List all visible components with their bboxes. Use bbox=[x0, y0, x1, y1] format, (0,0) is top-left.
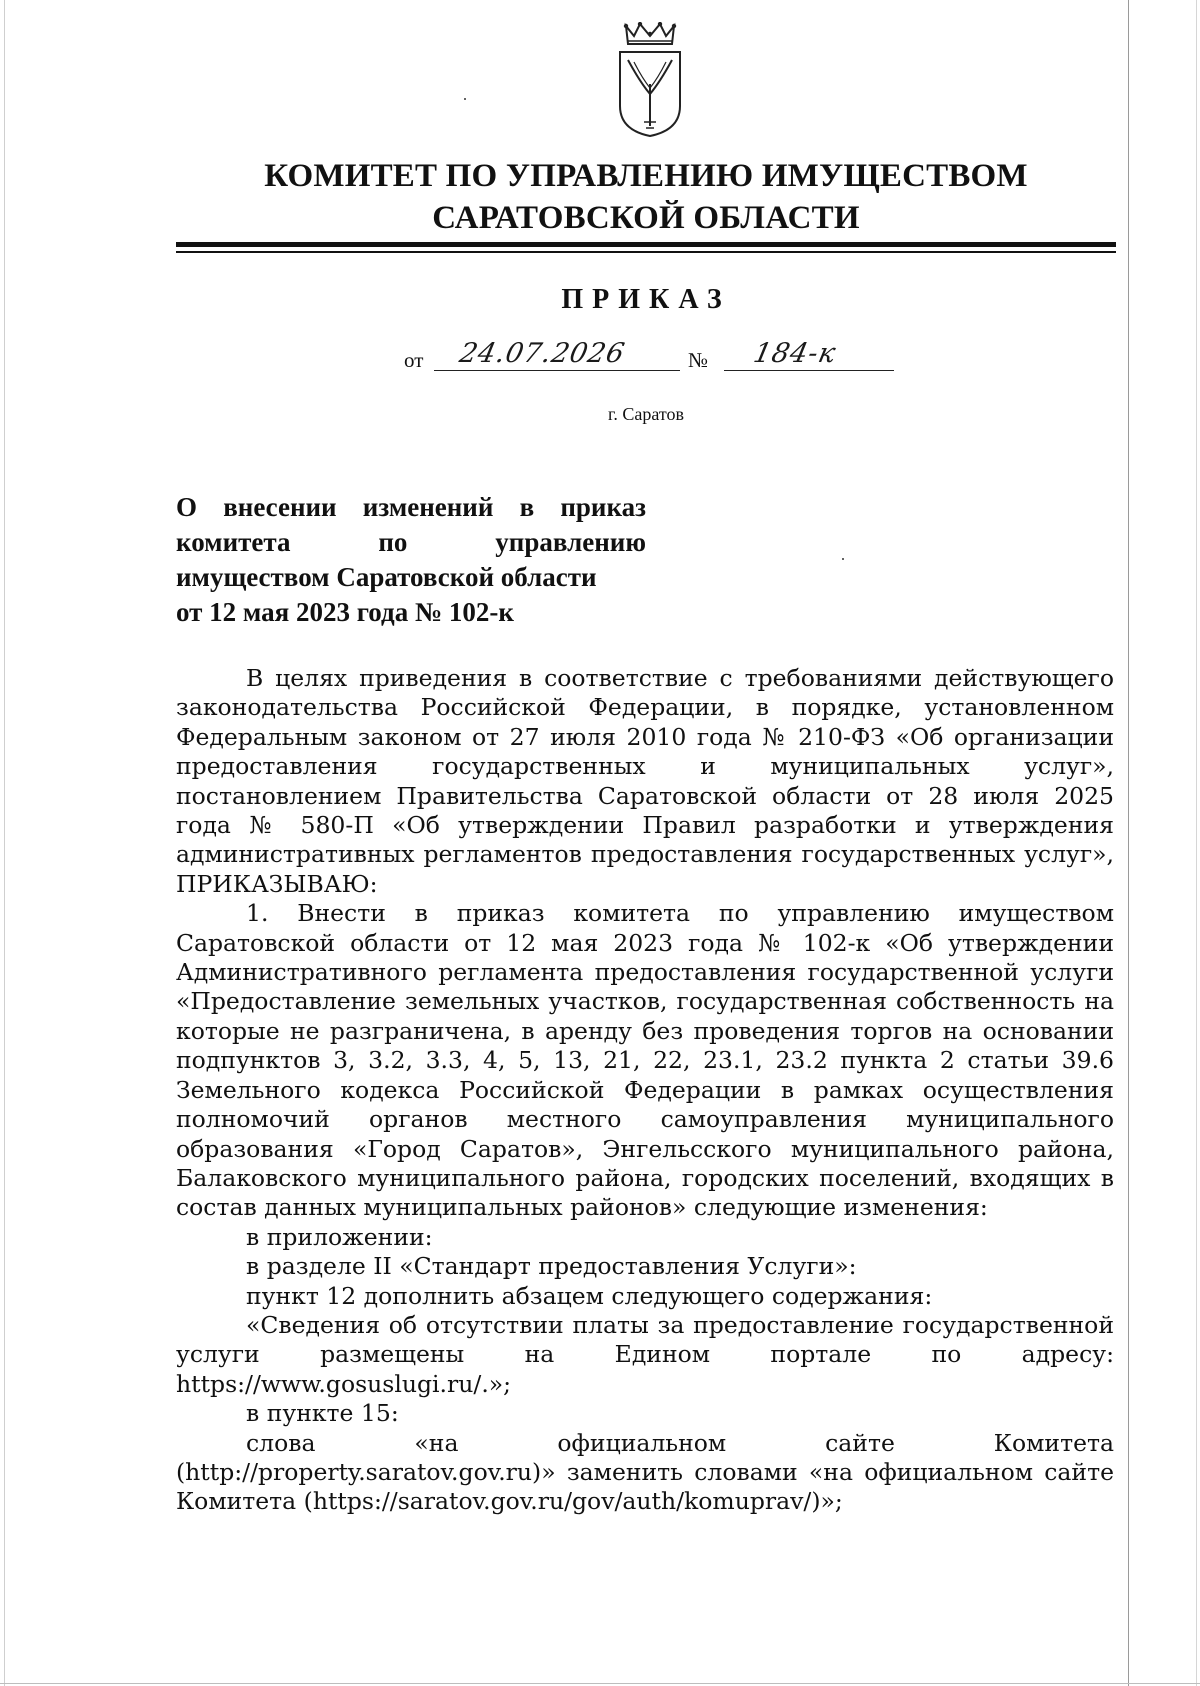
agency-name-line1: КОМИТЕТ ПО УПРАВЛЕНИЮ ИМУЩЕСТВОМ bbox=[264, 158, 1028, 194]
body-paragraph: в разделе II «Стандарт предоставления Услуги»: bbox=[246, 1252, 857, 1281]
subject-line-4: от 12 мая 2023 года № 102-к bbox=[176, 597, 514, 627]
scan-edge-far-right bbox=[1196, 0, 1197, 1686]
body-paragraph: слова «на официальном сайте Комитета (http://property.saratov.gov.ru)» заменить словами «на официальном сайте Комитета (https://saratov.gov.ru/gov/auth/komuprav/)»; bbox=[176, 1428, 1114, 1516]
handwritten-number: 184-к bbox=[750, 338, 840, 369]
header-rule-thin bbox=[176, 251, 1116, 253]
date-label: от bbox=[404, 348, 424, 372]
date-field bbox=[434, 340, 680, 371]
header-rule-thick bbox=[176, 242, 1116, 247]
body-paragraph: в пункте 15: bbox=[246, 1399, 399, 1428]
body-paragraph: в приложении: bbox=[246, 1222, 433, 1251]
number-field bbox=[724, 340, 894, 371]
body-paragraph: 1. Внести в приказ комитета по управлению имуществом Саратовской области от 12 мая 2023 года № 102-к «Об утверждении Административного регламента предоставления государственной услуги «Предоставление земельных участков, государственная собственность на которые не разграничена, в аренду без проведения торгов на основании подпунктов 3, 3.2, 3.3, 4, 5, 13, 21, 22, 23.1, 23.2 пункта 2 статьи 39.6 Земельного кодекса Российской Федерации в рамках осуществления полномочий органов местного самоуправления муниципального образования «Город Саратов», Энгельсского муниципального района, Балаковского муниципального района, городских поселений, входящих в состав данных муниципальных районов» следующие изменения: bbox=[176, 899, 1114, 1222]
body-paragraph: В целях приведения в соответствие с требованиями действующего законодательства Российской Федерации, в порядке, установленном Федеральным законом от 27 июля 2010 года № 210-ФЗ «Об организации предоставления государственных и муниципальных услуг», постановлением Правительства Саратовской области от 28 июля 2025 года № 580-П «Об утверждении Правил разработки и утверждения административных регламентов предоставления государственных услуг», ПРИКАЗЫВАЮ: bbox=[176, 664, 1114, 898]
body-paragraph: «Сведения об отсутствии платы за предоставление государственной услуги размещены на Едином портале по адресу: https://www.gosuslugi.ru/.»; bbox=[176, 1310, 1114, 1398]
subject-line-2: комитета по управлению bbox=[176, 527, 646, 557]
document-type-title: ПРИКАЗ bbox=[561, 284, 731, 315]
saratov-coat-of-arms-icon bbox=[612, 22, 688, 138]
number-label: № bbox=[688, 348, 709, 372]
order-date-number-line bbox=[0, 340, 1200, 376]
scan-edge-bottom bbox=[0, 1683, 1200, 1684]
subject-line-3: имуществом Саратовской области bbox=[176, 562, 597, 592]
subject-line-1: О внесении изменений в приказ bbox=[176, 492, 646, 522]
city-name: г. Саратов bbox=[608, 404, 684, 424]
scan-edge-left bbox=[4, 0, 5, 1686]
body-paragraph: пункт 12 дополнить абзацем следующего содержания: bbox=[246, 1281, 933, 1310]
handwritten-date: 24.07.2026 bbox=[456, 338, 628, 369]
scan-speck bbox=[842, 558, 844, 560]
order-body bbox=[176, 664, 1114, 1517]
scan-edge-right bbox=[1128, 0, 1129, 1686]
order-subject bbox=[176, 490, 646, 630]
scan-speck bbox=[464, 98, 466, 100]
agency-name-line2: САРАТОВСКОЙ ОБЛАСТИ bbox=[432, 200, 860, 236]
